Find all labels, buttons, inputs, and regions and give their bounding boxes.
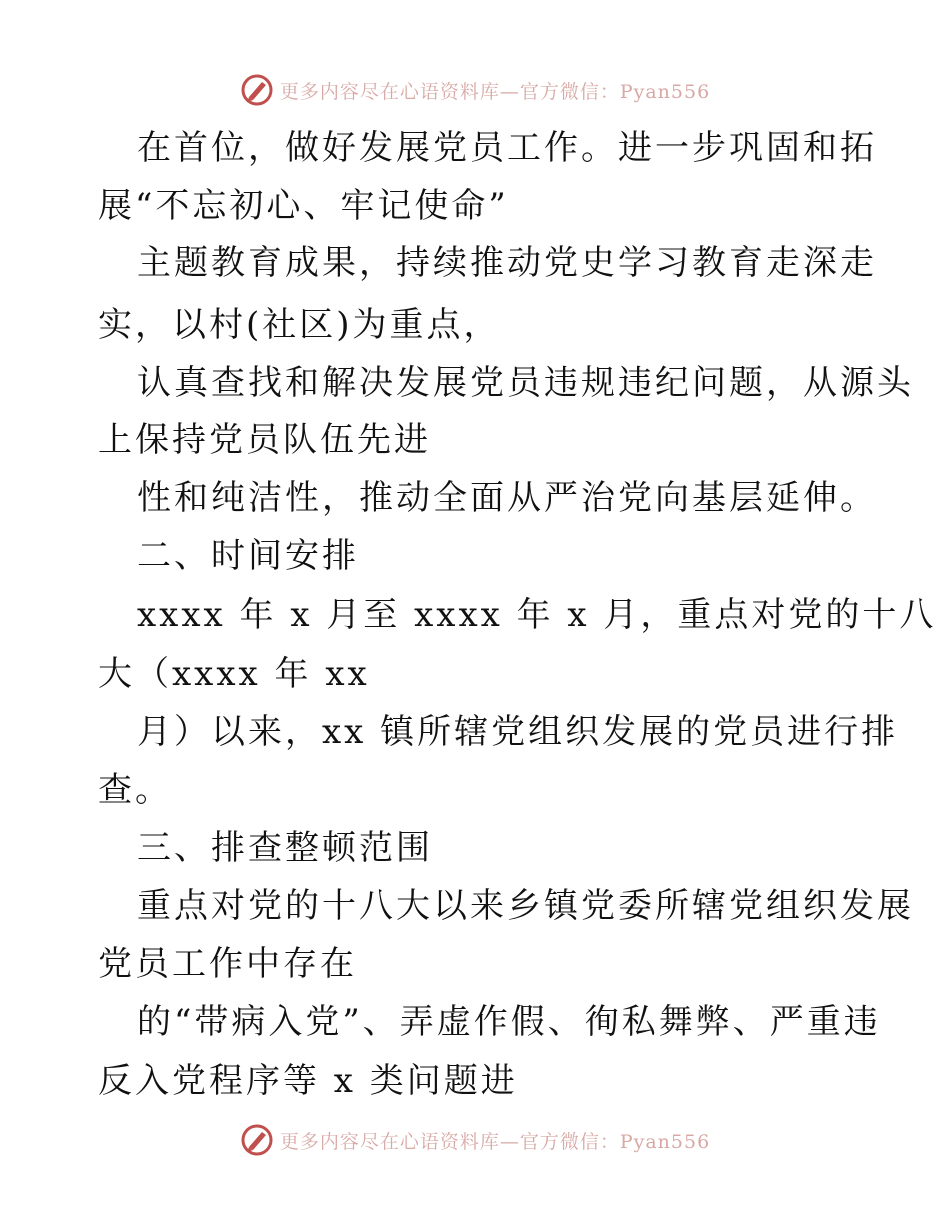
- paragraph-line: 上保持党员队伍先进: [98, 420, 431, 460]
- paragraph-line: 反入党程序等 x 类问题进: [98, 1061, 518, 1101]
- footer-watermark: [0, 1120, 950, 1160]
- paragraph-line: 查。: [98, 770, 172, 810]
- paragraph-line: 认真查找和解决发展党员违规违纪问题，从源头: [137, 363, 914, 403]
- watermark-text: 更多内容尽在心语资料库—官方微信：Pyan556: [279, 1130, 711, 1153]
- watermark-text: 更多内容尽在心语资料库—官方微信：Pyan556: [279, 80, 711, 103]
- paragraph-line: 的“带病入党”、弄虚作假、徇私舞弊、严重违: [137, 1002, 881, 1042]
- header-watermark: [0, 70, 950, 110]
- paragraph-line: 性和纯洁性，推动全面从严治党向基层延伸。: [137, 478, 877, 518]
- paragraph-line: 主题教育成果，持续推动党史学习教育走深走: [137, 243, 877, 283]
- paragraph-line: 在首位，做好发展党员工作。进一步巩固和拓: [137, 128, 877, 168]
- paragraph-line: 重点对党的十八大以来乡镇党委所辖党组织发展: [137, 886, 914, 926]
- paragraph-line: xxxx 年 x 月至 xxxx 年 x 月，重点对党的十八: [137, 595, 937, 635]
- pen-circle-logo-icon: [240, 1123, 274, 1157]
- section-heading: 二、时间安排: [137, 536, 359, 576]
- paragraph-line: 展“不忘初心、牢记使命”: [98, 186, 509, 226]
- paragraph-line: 党员工作中存在: [98, 944, 357, 984]
- paragraph-line: 月）以来，xx 镇所辖党组织发展的党员进行排: [137, 712, 899, 752]
- pen-circle-logo-icon: [240, 73, 274, 107]
- paragraph-line: 大（xxxx 年 xx: [98, 654, 370, 694]
- section-heading: 三、排查整顿范围: [137, 828, 433, 868]
- paragraph-line: 实，以村(社区)为重点，: [98, 305, 501, 345]
